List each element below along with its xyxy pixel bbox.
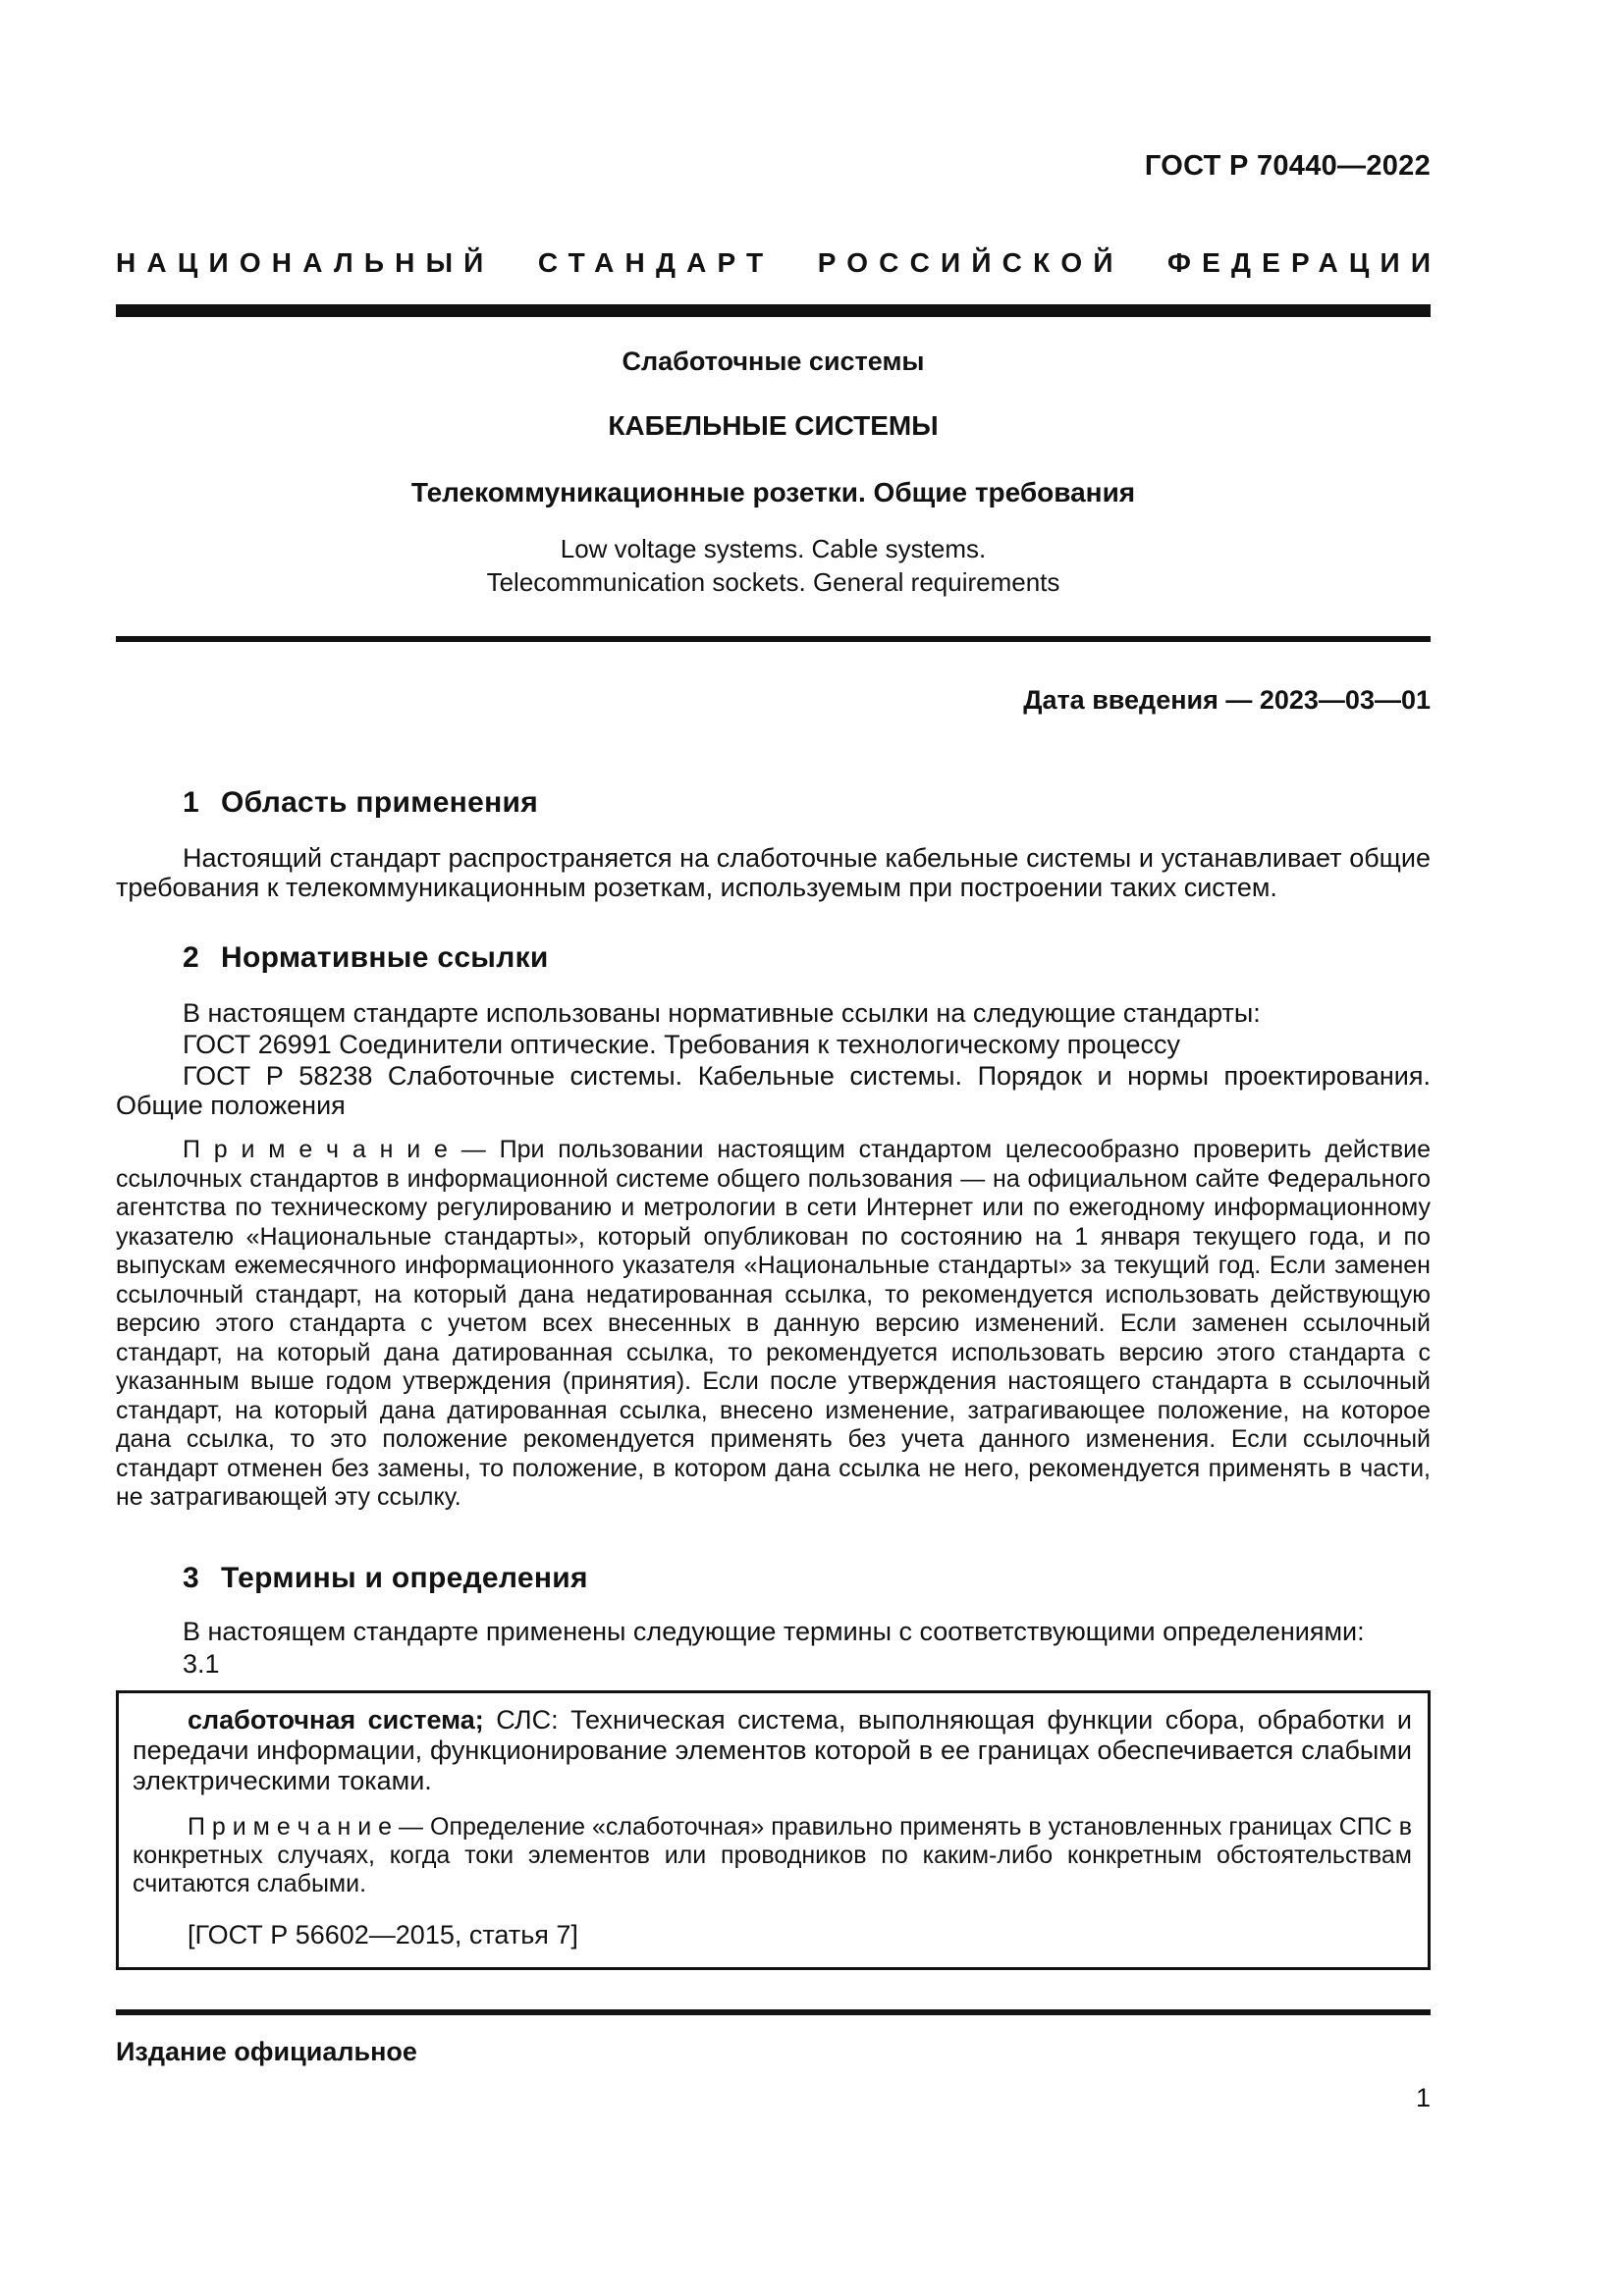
page-content	[116, 0, 1442, 2113]
note-label: П р и м е ч а н и е	[188, 1812, 393, 1841]
reference-gost-r-58238: ГОСТ Р 58238 Слаботочные системы. Кабельные системы. Порядок и нормы проектирования. Общие положения	[116, 1061, 1431, 1120]
note-text: — Определение «слаботочная» правильно применять в установленных границах СПС в конкретных случаях, когда токи элементов или проводников по каким-либо конкретным обстоятельствам считаются слабыми.	[133, 1812, 1413, 1897]
standard-word: ФЕДЕРАЦИИ	[1167, 247, 1442, 278]
english-title-line-2: Telecommunication sockets. General requirements	[486, 567, 1060, 597]
subject-title: Слаботочные системы	[622, 347, 925, 376]
section-2-number: 2	[183, 941, 199, 974]
note-label: П р и м е ч а н и е	[183, 1136, 448, 1163]
reference-gost-26991: ГОСТ 26991 Соединители оптические. Требования к технологическому процессу	[183, 1030, 1181, 1059]
section-2-intro: В настоящем стандарте использованы нормативные ссылки на следующие стандарты:	[183, 998, 1261, 1028]
definition-text: СЛС: Техническая система, выполняющая функции сбора, обработки и передачи информации, функционирование элементов которой в ее границах обеспечивается слабыми электрическими токами.	[133, 1704, 1413, 1795]
section-3-heading	[116, 1562, 1431, 1595]
section-3-title: Термины и определения	[221, 1561, 588, 1594]
effective-date: Дата введения — 2023—03—01	[1023, 685, 1431, 715]
standard-word: НАЦИОНАЛЬНЫЙ	[116, 247, 495, 278]
definition-term: слаботочная система;	[188, 1704, 484, 1735]
section-1-paragraph: Настоящий стандарт распространяется на слаботочные кабельные системы и устанавливает общие требования к телекоммуникационным розеткам, используемым при построении таких систем.	[116, 843, 1431, 902]
standard-word: РОССИЙСКОЙ	[817, 247, 1124, 278]
header-bar-rule	[116, 304, 1431, 317]
subtitle: Телекоммуникационные розетки. Общие требования	[410, 477, 1136, 507]
main-title: КАБЕЛЬНЫЕ СИСТЕМЫ	[608, 410, 939, 441]
term-number: 3.1	[183, 1648, 220, 1679]
note-text: — При пользовании настоящим стандартом целесообразно проверить действие ссылочных стандартов в информационной системе общего пользования — на официальном сайте Федерального агентства по техническому регулированию и метрологии в сети Интернет или по ежегодному информационному указателю «Национальные стандарты», который опубликован по состоянию на 1 января текущего года, и по выпускам ежемесячного информационного указателя «Национальные стандарты» за текущий год. Если заменен ссылочный стандарт, на который дана недатированная ссылка, то рекомендуется использовать действующую версию этого стандарта с учетом всех внесенных в данную версию изменений. Если заменен ссылочный стандарт, на который дана датированная ссылка, то рекомендуется использовать версию этого стандарта с указанным выше годом утверждения (принятия). Если после утверждения настоящего стандарта в ссылочный стандарт, на который дана датированная ссылка, внесено изменение, затрагивающее положение, на которое дана ссылка, то это положение рекомендуется применять без учета данного изменения. Если ссылочный стандарт отменен без замены, то положение, в котором дана ссылка не него, рекомендуется применять в части, не затрагивающей эту ссылку.	[116, 1136, 1431, 1511]
section-1-number: 1	[183, 786, 199, 819]
page-number: 1	[1415, 2082, 1431, 2112]
section-1-heading	[116, 786, 1431, 820]
doc-number: ГОСТ Р 70440—2022	[1144, 150, 1431, 182]
section-3-number: 3	[183, 1561, 199, 1594]
section-2-title: Нормативные ссылки	[221, 941, 549, 974]
english-title-line-1: Low voltage systems. Cable systems.	[560, 534, 987, 563]
national-standard-heading	[116, 247, 1442, 279]
edition-note: Издание официальное	[116, 2036, 417, 2066]
section-2-note	[116, 1136, 1431, 1513]
definition-note	[133, 1813, 1412, 1898]
section-3-intro: В настоящем стандарте применены следующие термины с соответствующими определениями:	[183, 1616, 1365, 1646]
footer-rule	[116, 2009, 1431, 2015]
section-2-heading	[116, 941, 1431, 975]
definition-source: [ГОСТ Р 56602—2015, статья 7]	[188, 1919, 578, 1949]
divider-rule	[116, 636, 1431, 642]
english-title	[116, 532, 1431, 599]
definition-box	[116, 1690, 1431, 1970]
section-1-title: Область применения	[221, 786, 539, 819]
definition-paragraph	[133, 1705, 1412, 1796]
standard-word: СТАНДАРТ	[537, 247, 775, 278]
